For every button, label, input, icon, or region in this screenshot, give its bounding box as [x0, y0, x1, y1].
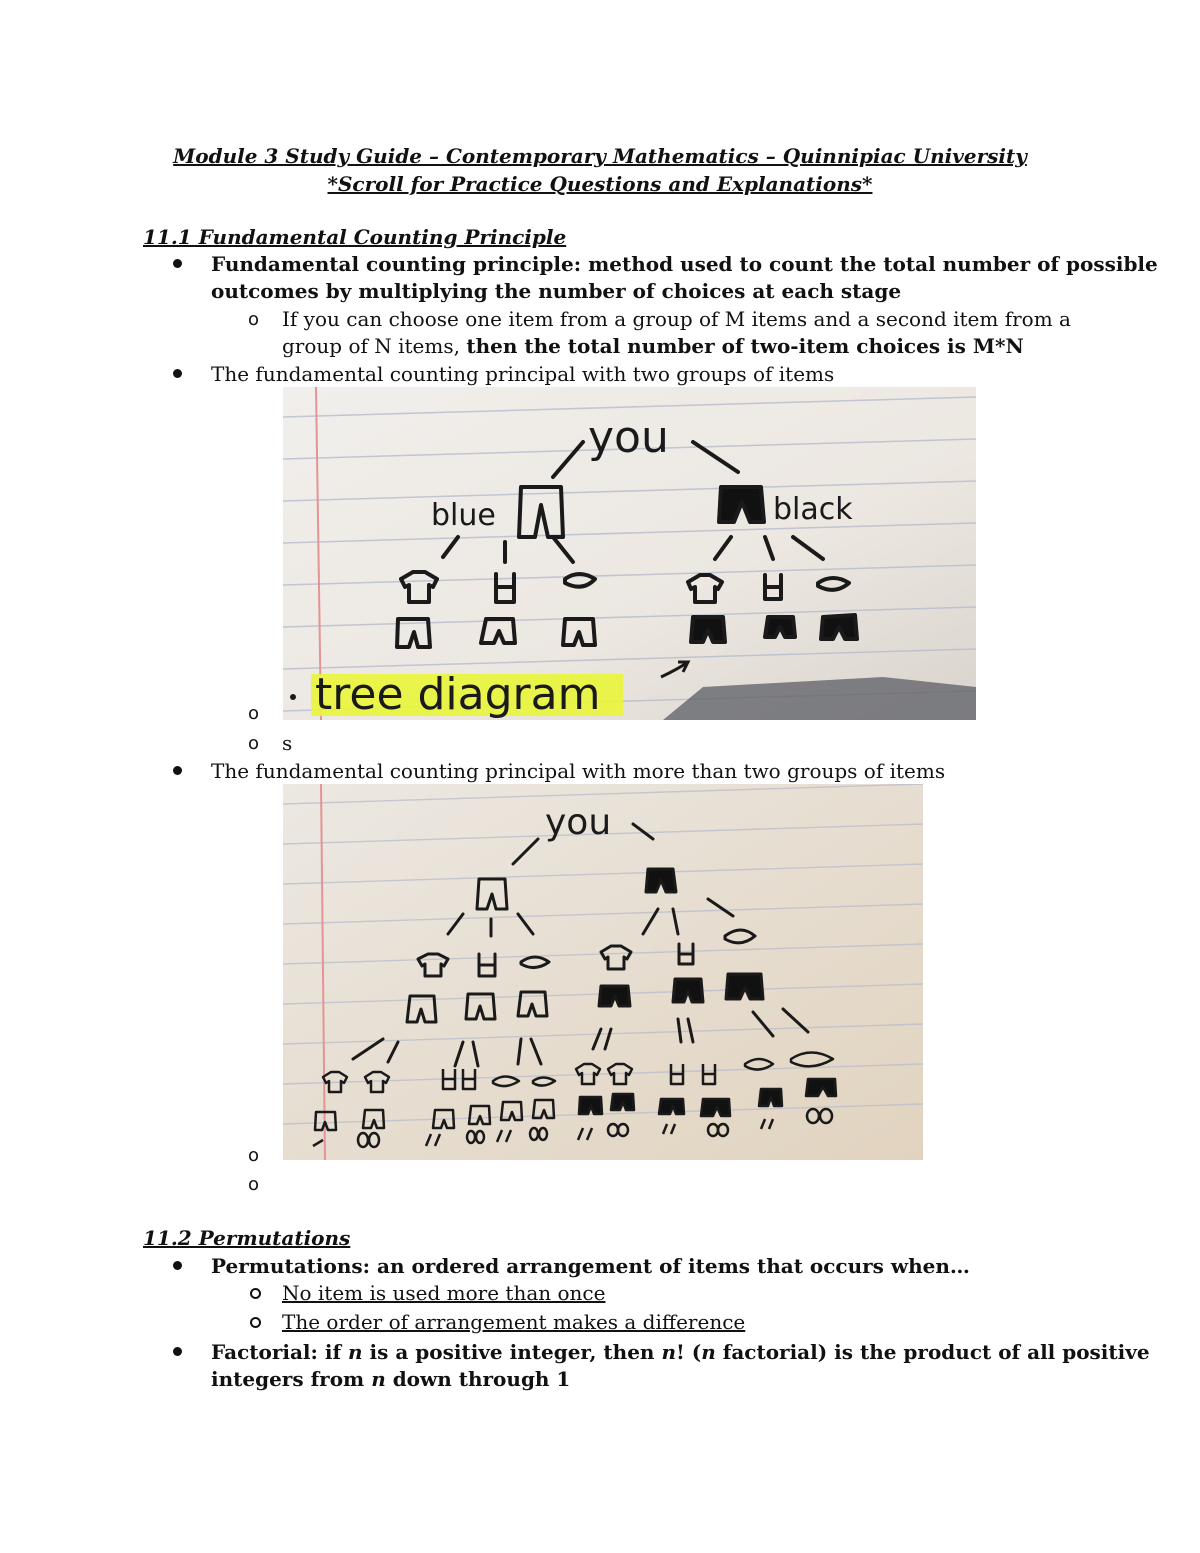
factorial-text: integers from: [211, 1367, 372, 1391]
tree-diagram-1-svg: [283, 387, 976, 720]
fcp-sub-line1: If you can choose one item from a group of M items and a second item from a: [282, 307, 1071, 331]
fcp-sub-line2: [282, 334, 1024, 358]
section-heading-11-2: 11.2 Permutations: [143, 1226, 351, 1250]
sub-bullet-marker: o: [248, 309, 260, 330]
two-groups-line: The fundamental counting principal with two groups of items: [211, 362, 835, 386]
factorial-text: Factorial: if: [211, 1340, 349, 1364]
black-pants-icon: [659, 1099, 684, 1114]
variable-n: n: [348, 1340, 363, 1364]
sub-bullet-marker: [250, 1288, 261, 1299]
bullet-icon: [173, 1261, 182, 1270]
sub-bullet-marker: o: [248, 733, 260, 754]
diagram1-right-label: black: [773, 492, 853, 527]
sub-bullet-marker: o: [248, 703, 260, 724]
document-subtitle: *Scroll for Practice Questions and Explanations*: [327, 172, 873, 196]
more-groups-line: The fundamental counting principal with more than two groups of items: [211, 759, 946, 783]
fcp-sub-line2-bold: then the total number of two-item choices is M*N: [466, 334, 1024, 358]
fcp-sub-line2-plain: group of N items,: [282, 334, 467, 358]
section-heading-11-1: 11.1 Fundamental Counting Principle: [143, 225, 567, 249]
diagram2-root-label: you: [545, 802, 612, 843]
factorial-text: is a positive integer, then: [362, 1340, 662, 1364]
bullet-icon: [173, 1347, 182, 1356]
sub-bullet-marker: [250, 1317, 261, 1328]
tree-diagram-caption: tree diagram: [315, 669, 601, 720]
tree-diagram-2-svg: [283, 784, 923, 1160]
fcp-definition-line1: Fundamental counting principle: method used to count the total number of possible: [211, 252, 1158, 276]
factorial-text: down through 1: [385, 1367, 571, 1391]
variable-n: n: [701, 1340, 716, 1364]
permutation-condition-2: The order of arrangement makes a difference: [282, 1310, 746, 1334]
diagram1-root-label: you: [588, 412, 669, 463]
factorial-definition-line1: [211, 1340, 1150, 1364]
permutation-condition-1: No item is used more than once: [282, 1281, 606, 1305]
factorial-text: factorial) is the product of all positive: [715, 1340, 1150, 1364]
factorial-text: ! (: [675, 1340, 702, 1364]
variable-n: n: [661, 1340, 676, 1364]
bullet-icon: [173, 766, 182, 775]
bullet-icon: [173, 369, 182, 378]
permutation-definition: Permutations: an ordered arrangement of items that occurs when…: [211, 1254, 970, 1278]
factorial-definition-line2: [211, 1367, 570, 1391]
fcp-definition-line2: outcomes by multiplying the number of choices at each stage: [211, 279, 902, 303]
document-title: Module 3 Study Guide – Contemporary Mathematics – Quinnipiac University: [173, 144, 1027, 168]
stray-text: s: [282, 731, 293, 755]
diagram1-left-label: blue: [431, 498, 496, 533]
variable-n: n: [371, 1367, 386, 1391]
sub-bullet-marker: o: [248, 1174, 260, 1195]
bullet-icon: [173, 259, 182, 268]
black-pants-icon: [701, 1099, 730, 1116]
sub-bullet-marker: o: [248, 1145, 260, 1166]
tree-diagram-photo-two-groups: [283, 387, 976, 720]
tree-diagram-photo-more-groups: [283, 784, 923, 1160]
